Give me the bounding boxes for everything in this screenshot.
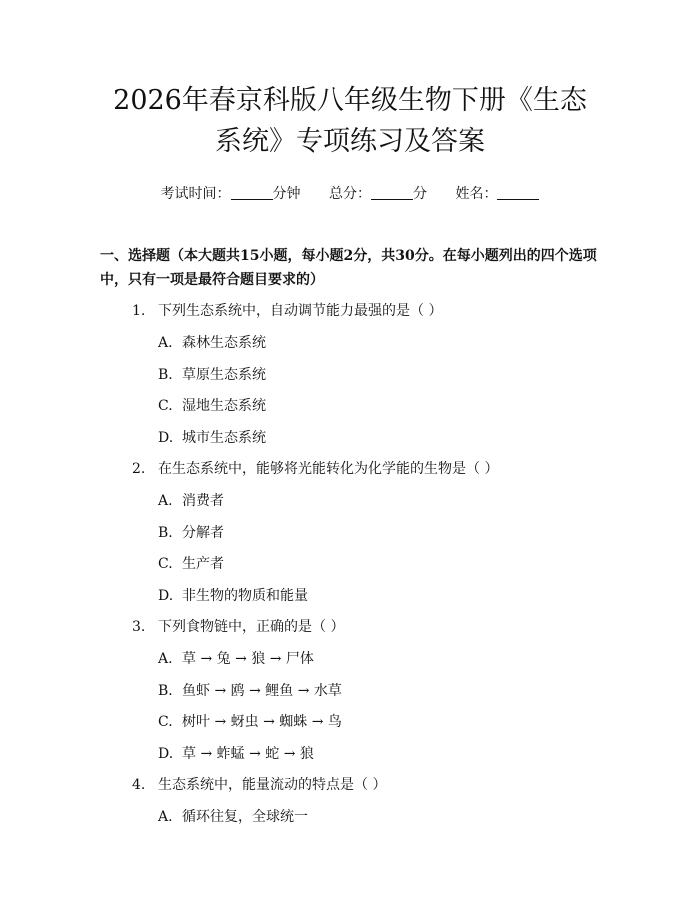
exam-score: [329, 186, 431, 202]
exam-name: [455, 186, 539, 202]
question-stem: [100, 617, 600, 637]
option-text: 城市生态系统: [182, 429, 266, 446]
question-text: 生态系统中，能量流动的特点是（ ）: [158, 777, 387, 793]
exam-meta: [100, 184, 600, 204]
option-letter: B.: [158, 366, 173, 383]
option-list: [100, 649, 600, 764]
name-blank: [497, 185, 539, 200]
option-list: [100, 333, 600, 448]
option-text: 森林生态系统: [182, 335, 266, 351]
question-1: [100, 301, 600, 448]
option-text: 循环往复，全球统一: [182, 809, 308, 825]
option-text: 鱼虾 → 鸥 → 鲤鱼 → 水草: [182, 682, 342, 699]
option-letter: C.: [158, 714, 173, 730]
option-letter: D.: [158, 745, 174, 762]
question-number: 2.: [132, 461, 146, 477]
option-text: 草 → 兔 → 狼 → 尸体: [182, 651, 314, 667]
option-text: 草原生态系统: [182, 366, 266, 383]
option-text: 分解者: [182, 524, 224, 541]
document-title: 2026年春京科版八年级生物下册《生态系统》专项练习及答案: [113, 85, 587, 157]
question-text: 在生态系统中，能够将光能转化为化学能的生物是（ ）: [158, 461, 499, 477]
option-item: [100, 649, 600, 669]
option-letter: A.: [158, 809, 173, 825]
time-blank: [231, 185, 273, 200]
question-3: [100, 617, 600, 764]
option-text: 草 → 蚱蜢 → 蛇 → 狼: [182, 745, 314, 762]
option-item: [100, 396, 600, 416]
time-unit: 分钟: [272, 186, 301, 202]
question-4: [100, 775, 600, 827]
section-heading: 一、选择题（本大题共15小题，每小题2分，共30分。在每小题列出的四个选项中，只有一项是最符合题目要求的）: [100, 248, 597, 288]
score-label: 总分：: [329, 186, 371, 202]
score-unit: 分: [413, 186, 427, 202]
option-letter: C.: [158, 556, 173, 572]
question-text: 下列食物链中，正确的是（ ）: [158, 619, 345, 635]
option-item: [100, 586, 600, 606]
option-item: [100, 428, 600, 448]
option-item: [100, 554, 600, 574]
question-stem: [100, 301, 600, 321]
option-letter: A.: [158, 651, 173, 667]
option-list: [100, 491, 600, 606]
option-letter: B.: [158, 524, 173, 541]
option-item: [100, 523, 600, 543]
option-item: [100, 491, 600, 511]
option-item: [100, 333, 600, 353]
option-list: [100, 807, 600, 827]
question-number: 1.: [132, 303, 146, 319]
option-letter: A.: [158, 335, 173, 351]
question-2: [100, 459, 600, 606]
option-text: 消费者: [182, 493, 224, 509]
question-stem: [100, 775, 600, 795]
question-number: 3.: [132, 619, 146, 635]
exam-time: [161, 186, 305, 202]
question-text: 下列生态系统中，自动调节能力最强的是（ ）: [158, 303, 443, 319]
name-label: 姓名：: [455, 186, 498, 202]
score-blank: [371, 185, 413, 200]
option-item: [100, 744, 600, 764]
question-stem: [100, 459, 600, 479]
option-item: [100, 365, 600, 385]
option-text: 湿地生态系统: [182, 398, 266, 414]
option-text: 生产者: [182, 556, 224, 572]
option-letter: C.: [158, 398, 173, 414]
option-item: [100, 712, 600, 732]
option-text: 非生物的物质和能量: [182, 587, 308, 604]
option-item: [100, 681, 600, 701]
option-letter: B.: [158, 682, 173, 699]
option-letter: D.: [158, 429, 174, 446]
option-letter: A.: [158, 493, 173, 509]
option-text: 树叶 → 蚜虫 → 蜘蛛 → 鸟: [182, 714, 342, 730]
option-item: [100, 807, 600, 827]
time-label: 考试时间：: [160, 186, 231, 202]
question-number: 4.: [132, 777, 146, 793]
option-letter: D.: [158, 587, 174, 604]
